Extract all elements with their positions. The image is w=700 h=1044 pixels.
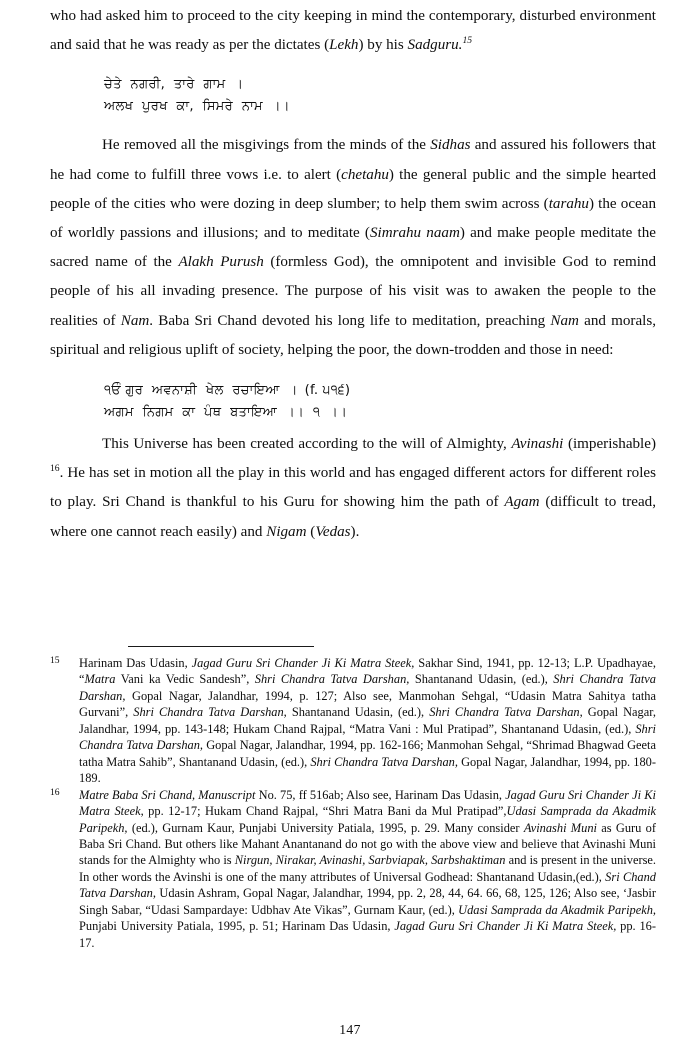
p2-seg-5: ) and make people meditate the sacred name of the [50,225,656,271]
term-nam-1: Nam [120,312,150,329]
quote-1-line-1: ਚੇਤੇ ਨਗਰੀ, ਤਾਰੇ ਗਾਮ । [104,77,244,93]
p3-seg-1: This Universe has been created according to the will of Almighty, [102,436,512,453]
paragraph-continued [50,0,656,60]
p2-seg-8: and morals, spiritual and religious uplift of society, helping the poor, the down-trodden and those in need: [50,312,656,358]
p3-seg-5: ( [306,523,316,540]
p2-seg-1: He removed all the misgivings from the minds of the [102,137,431,154]
term-agam: Agam [504,494,540,511]
term-simrahu-naam: Simrahu naam [369,225,460,242]
footnote-16-number: 16 [50,786,60,798]
spacer [50,60,656,74]
term-chetahu: chetahu [341,166,389,183]
term-avinashi: Avinashi [511,436,564,453]
footnote-15 [50,655,656,787]
term-nigam: Nigam [266,523,307,540]
p2-seg-7: . Baba Sri Chand devoted his long life to meditation, preaching [149,312,551,329]
term-vedas: Vedas [315,523,351,540]
gurmukhi-quote-1 [50,74,656,117]
paragraph-2 [50,131,656,365]
p2-seg-4: ) the ocean of worldly passions and illusions; and to meditate ( [50,195,656,242]
gurmukhi-quote-2 [50,379,656,423]
paragraph-1-tail: ) by his [358,37,408,54]
footnote-ref-16[interactable]: 16 [50,463,60,475]
p2-seg-6: (formless God), the omnipotent and invisible God to remind people of his all invading presence. The purpose of his visit was to awaken the people to the realities of [50,254,656,329]
term-lekh: Lekh [329,37,359,54]
paragraph-1-text: who had asked him to proceed to the city keeping in mind the contemporary, disturbed environment and said that he was ready as per the dictates ( [50,8,656,54]
footnote-15-number: 15 [50,655,60,666]
quote-1-line-2: ਅਲਖ ਪੁਰਖ ਕਾ, ਸਿਮਰੇ ਨਾਮ ।। [104,98,290,114]
term-sadguru: Sadguru. [407,37,463,54]
spacer [50,117,656,131]
paragraph-3 [50,430,656,547]
footnote-16 [50,787,656,952]
p3-seg-4: (difficult to tread, where one cannot reach easily) and [50,494,656,540]
quote-2-folio: (f. ੫੧੬) [304,383,351,399]
term-nam-2: Nam [550,312,579,329]
p3-seg-3: . He has set in motion all the play in this world and has engaged different actors for different roles to play. Sri Chand is thankful to his Guru for showing him the path of [50,465,656,511]
footnotes-area [50,655,656,951]
p3-seg-6: ). [350,523,360,540]
term-tarahu: tarahu [548,195,589,212]
footnote-16-text: Matre Baba Sri Chand, Manuscript No. 75, ff 516ab; Also see, Harinam Das Udasin, Jagad Guru Sri Chander Ji Ki Matra Steek, pp. 12-17; Hukam Chand Rajpal, “Shri Matra Bani da Mul Pratipad”,Udasi Samprada da Akadmik Paripekh, (ed.), Gurnam Kaur, Punjabi University Patiala, 1995, p. 29. Many consider Avinashi Muni as Guru of Baba Sri Chand. But others like Mahant Anantanand do not go with the above view and believe that Avinashi Muni stands for the Almighty who is Nirgun, Nirakar, Avinashi, Sarbviapak, Sarbshaktiman and is present in the universe. In other words the Avinshi is one of the many attributes of Universal Godhead: Shantanand Udasin,(ed.), Sri Chand Tatva Darshan, Udasin Ashram, Gopal Nagar, Jalandhar, 1994, pp. 2, 28, 44, 64. 66, 68, 125, 126; Also see, ‘Jasbir Singh Sabar, “Udasi Sampardaye: Udbhav Ate Vikas”, Gurnam Kaur, (ed.), Udasi Samprada da Akadmik Paripekh, Punjabi University Patiala, 1995, p. 51; Harinam Das Udasin, Jagad Guru Sri Chander Ji Ki Matra Steek, pp. 16-17. [79,787,657,950]
p2-seg-3: ) the general public and the simple hearted people of the cities who were dozing in deep slumber; to help them swim across ( [50,166,656,212]
footnote-15-text: Harinam Das Udasin, Jagad Guru Sri Chander Ji Ki Matra Steek, Sakhar Sind, 1941, pp. 12-13; L.P. Upadhayae, “Matra Vani ka Vedic Sandesh”, Shri Chandra Tatva Darshan, Shantanand Udasin, (ed.), Shri Chandra Tatva Darshan, Gopal Nagar, Jalandhar, 1994, p. 127; Also see, Manmohan Sehgal, “Udasin Matra Sahitya tatha Gurvani”, Shri Chandra Tatva Darshan, Shantanand Udasin, (ed.), Shri Chandra Tatva Darshan, Gopal Nagar, Jalandhar, 1994, pp. 143-148; Hukam Chand Rajpal, “Matra Vani : Mul Pratipad”, Shantanand Udasin, (ed.), Shri Chandra Tatva Darshan, Gopal Nagar, Jalandhar, 1994, pp. 162-166; Manmohan Sehgal, “Shrimad Bhagwad Geeta tatha Matra Sahib”, Shantanand Udasin, (ed.), Shri Chandra Tatva Darshan, Gopal Nagar, Jalandhar, 1994, pp. 180-189. [79,656,656,786]
footnote-ref-15[interactable]: 15 [462,35,473,47]
page-number: 147 [339,1022,361,1037]
term-alakh-purush: Alakh Purush [178,254,264,271]
footnote-separator-rule [128,646,314,647]
quote-2-line-1 [104,379,656,402]
p2-seg-2: and assured his followers that he had come to fulfill three vows i.e. to alert ( [50,137,656,183]
term-sidhas: Sidhas [430,137,471,154]
quote-2-line-2: ਅਗਮ ਨਿਗਮ ਕਾ ਪੰਥ ਬਤਾਇਆ ।। ੧ ।। [104,404,348,420]
spacer [50,365,656,379]
body-text-area [50,0,656,547]
quote-2-line-1-text: ੧ਓੰ ਗੁਰ ਅਵਨਾਸ਼ੀ ਖੇਲ ਰਚਾਇਆ । [104,383,298,399]
p3-seg-2: (imperishable) [563,436,656,453]
spacer [50,423,656,430]
